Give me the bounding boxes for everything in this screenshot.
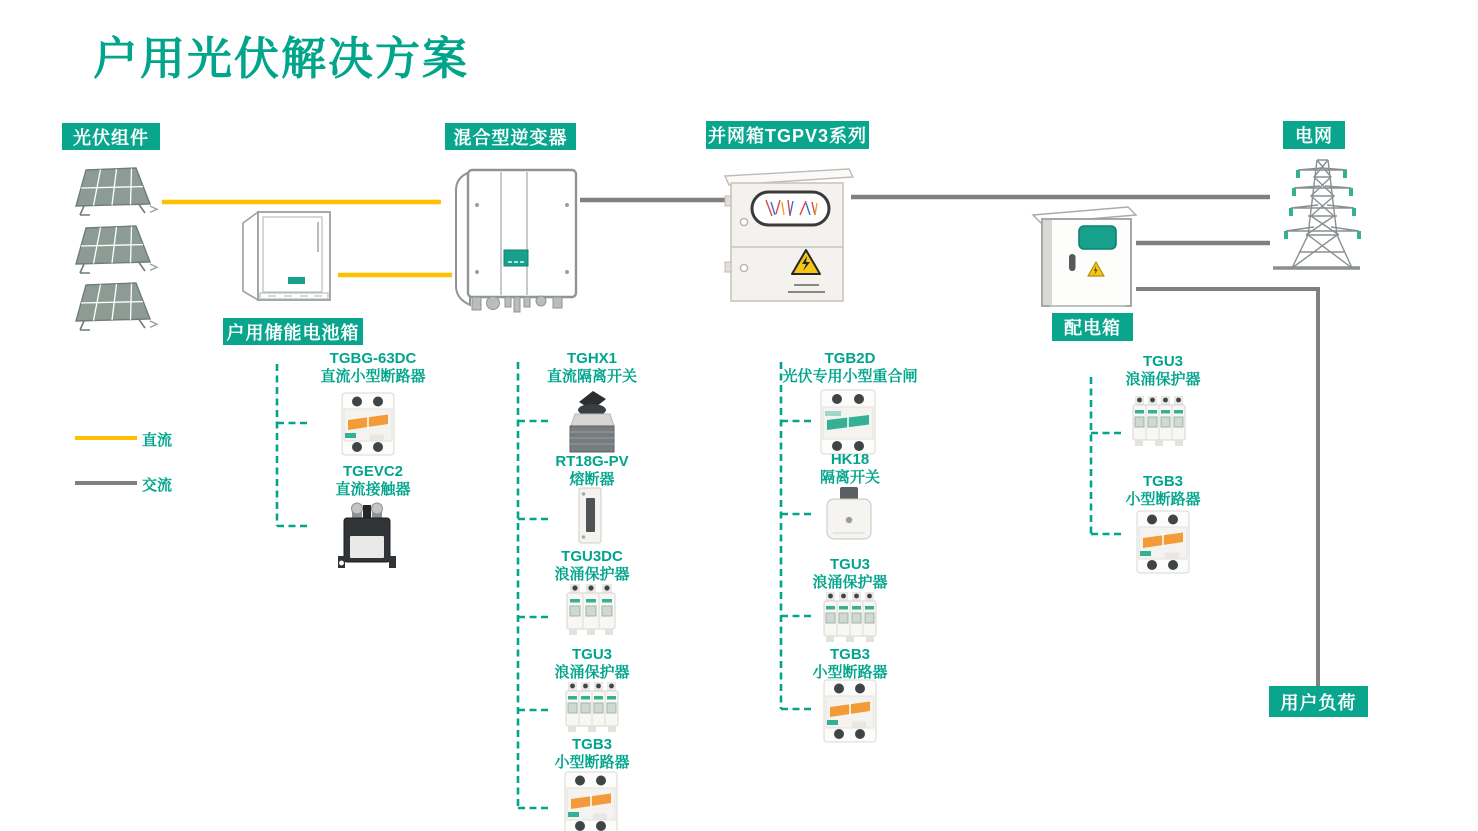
- product-image-tgb3-gridbox: [824, 680, 876, 742]
- legend-ac-label: 交流: [142, 477, 173, 494]
- power-tower-graphic: [1273, 160, 1361, 268]
- component-model: RT18G-PV: [555, 453, 629, 470]
- component-name: 直流接触器: [335, 480, 411, 498]
- node-badge-battery: 户用储能电池箱: [223, 318, 363, 345]
- component-label-tgu3-distbox: [1083, 353, 1243, 388]
- product-image-tgevc2: [338, 503, 396, 568]
- legend-dc-label: 直流: [142, 432, 173, 449]
- product-image-hk18: [827, 487, 871, 539]
- node-badge-grid-box: 并网箱TGPV3系列: [706, 121, 869, 149]
- component-label-tgbg-63dc: [293, 350, 453, 385]
- component-model: TGB2D: [824, 350, 876, 367]
- product-image-tgb3-inverter: [565, 772, 617, 831]
- battery-box-graphic: [243, 212, 330, 300]
- product-image-tgu3-distbox: [1133, 396, 1185, 446]
- component-name: 熔断器: [569, 470, 615, 488]
- node-badge-grid: 电网: [1283, 121, 1345, 149]
- component-name: 隔离开关: [819, 468, 880, 486]
- component-model: TGU3: [1142, 353, 1183, 370]
- component-name: 小型断路器: [554, 753, 630, 771]
- component-model: TGU3DC: [561, 548, 623, 565]
- node-badge-inverter: 混合型逆变器: [445, 123, 576, 150]
- component-label-rt18g-pv: [512, 453, 672, 488]
- pv-panels-graphic: [76, 168, 157, 330]
- component-label-tgevc2: [293, 463, 453, 498]
- connector-distbox-group: [1091, 377, 1122, 534]
- component-label-tgb3-gridbox: [755, 646, 945, 681]
- connector-battery-group: [277, 364, 309, 526]
- solar-panel-icon: [76, 168, 157, 215]
- component-label-hk18: [755, 451, 945, 486]
- component-model: TGU3: [571, 646, 612, 663]
- product-image-tgb3-distbox: [1137, 511, 1189, 573]
- component-name: 浪涌保护器: [1125, 370, 1201, 388]
- product-image-tghx1: [570, 391, 614, 452]
- product-image-tgu3dc: [567, 584, 615, 635]
- solar-panel-icon: [76, 226, 157, 273]
- component-name: 直流小型断路器: [320, 367, 426, 385]
- component-label-tgb3-inverter: [512, 736, 672, 771]
- component-name: 直流隔离开关: [546, 367, 637, 385]
- component-label-tgb3-distbox: [1083, 473, 1243, 508]
- component-label-tghx1: [512, 350, 672, 385]
- component-label-tgu3-gridbox: [755, 556, 945, 591]
- component-name: 浪涌保护器: [812, 573, 888, 591]
- component-model: TGHX1: [566, 350, 617, 367]
- product-image-tgbg-63dc: [342, 393, 394, 455]
- product-image-rt18g-pv: [579, 488, 601, 543]
- component-name: 光伏专用小型重合闸: [782, 367, 918, 385]
- component-model: TGB3: [571, 736, 612, 753]
- component-label-tgu3dc: [512, 548, 672, 583]
- legend-ac-line: [75, 481, 137, 485]
- component-name: 小型断路器: [812, 663, 888, 681]
- product-image-tgu3-inverter: [566, 682, 618, 732]
- component-model: HK18: [830, 451, 870, 468]
- component-model: TGB3: [829, 646, 870, 663]
- component-model: TGU3: [829, 556, 870, 573]
- product-image-tgb2d: [821, 390, 875, 454]
- node-badge-load: 用户负荷: [1269, 686, 1368, 717]
- inverter-graphic: [456, 170, 576, 312]
- legend-dc-line: [75, 436, 137, 440]
- component-label-tgu3-inverter: [512, 646, 672, 681]
- node-badge-pv: 光伏组件: [62, 123, 160, 150]
- component-name: 浪涌保护器: [554, 663, 630, 681]
- component-model: TGBG-63DC: [329, 350, 417, 367]
- grid-box-graphic: [725, 169, 853, 301]
- component-model: TGB3: [1142, 473, 1183, 490]
- solar-panel-icon: [76, 283, 157, 330]
- component-name: 小型断路器: [1125, 490, 1201, 508]
- component-label-tgb2d: [755, 350, 945, 385]
- component-model: TGEVC2: [342, 463, 403, 480]
- node-badge-dist-box: 配电箱: [1052, 313, 1133, 341]
- component-connectors: [277, 362, 1122, 808]
- dist-box-graphic: [1033, 207, 1136, 306]
- product-image-tgu3-gridbox: [824, 592, 876, 642]
- component-name: 浪涌保护器: [554, 565, 630, 583]
- page-title: 户用光伏解决方案: [93, 33, 470, 84]
